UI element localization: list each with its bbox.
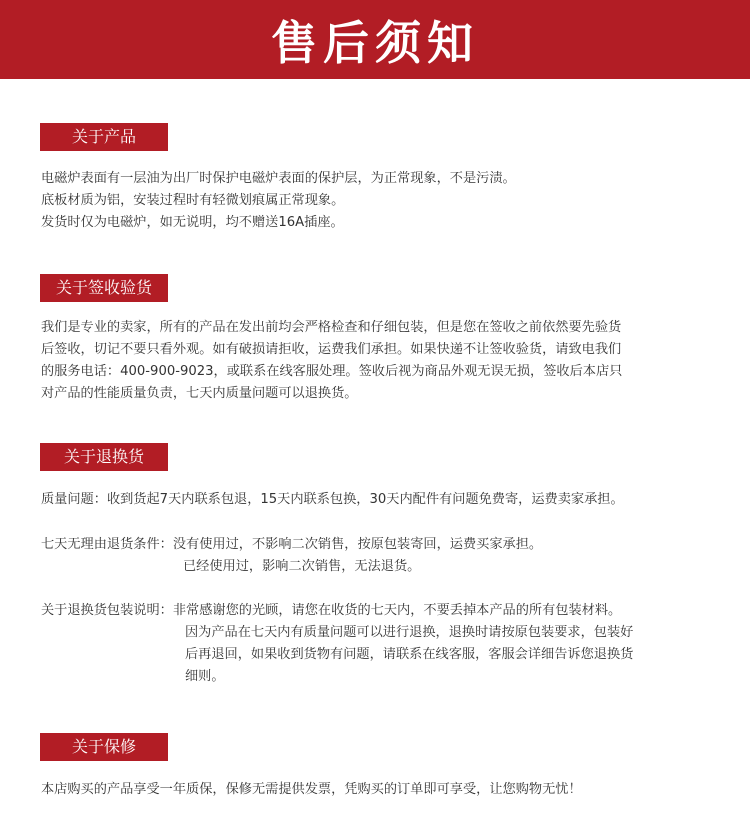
product-line: 电磁炉表面有一层油为出厂时保护电磁炉表面的保护层，为正常现象，不是污渍。: [41, 171, 516, 186]
packaging-line: 细则。: [185, 669, 225, 684]
seven-day-row: [41, 534, 542, 556]
inspection-line: 后签收，切记不要只看外观。如有破损请拒收，运费我们承担。如果快递不让签收验货，请致电我们: [41, 342, 622, 357]
packaging-line: 非常感谢您的光顾，请您在收货的七天内，不要丢掉本产品的所有包装材料。: [172, 603, 622, 618]
section-tag-warranty: 关于保修: [40, 733, 168, 761]
quality-issue-row: [41, 489, 624, 511]
product-text: [41, 168, 713, 234]
packaging-row: [41, 600, 621, 622]
product-line: 发货时仅为电磁炉，如无说明，均不赠送16A插座。: [41, 215, 344, 230]
packaging-line: 后再退回，如果收到货物有问题，请联系在线客服，客服会详细告诉您退换货: [185, 647, 634, 662]
warranty-text: 本店购买的产品享受一年质保，保修无需提供发票，凭购买的订单即可享受，让您购物无忧！: [41, 782, 582, 797]
inspection-text: [41, 317, 713, 405]
page-title: 售后须知: [271, 15, 479, 70]
quality-issue-text: 收到货起7天内联系包退，15天内联系包换，30天内配件有问题免费寄，运费卖家承担。: [106, 492, 624, 507]
packaging-line: 因为产品在七天内有质量问题可以进行退换，退换时请按原包装要求，包装好: [185, 625, 634, 640]
inspection-line: 的服务电话：400-900-9023，或联系在线客服处理。签收后视为商品外观无误无损，签收后本店只: [41, 364, 623, 379]
quality-issue-label: 质量问题：: [41, 492, 107, 507]
header-banner: [0, 0, 750, 79]
inspection-line: 我们是专业的卖家，所有的产品在发出前均会严格检查和仔细包装，但是您在签收之前依然要先验货: [41, 320, 622, 335]
inspection-line: 对产品的性能质量负责，七天内质量问题可以退换货。: [41, 386, 358, 401]
product-line: 底板材质为铝，安装过程时有轻微划痕属正常现象。: [41, 193, 345, 208]
seven-day-label: 七天无理由退货条件：: [41, 537, 173, 552]
packaging-label: 关于退换货包装说明：: [41, 603, 173, 618]
section-tag-returns: 关于退换货: [40, 443, 168, 471]
section-tag-product: 关于产品: [40, 123, 168, 151]
seven-day-line: 没有使用过，不影响二次销售，按原包装寄回，运费买家承担。: [172, 537, 543, 552]
section-tag-inspection: 关于签收验货: [40, 274, 168, 302]
seven-day-line: 已经使用过，影响二次销售，无法退货。: [183, 559, 421, 574]
